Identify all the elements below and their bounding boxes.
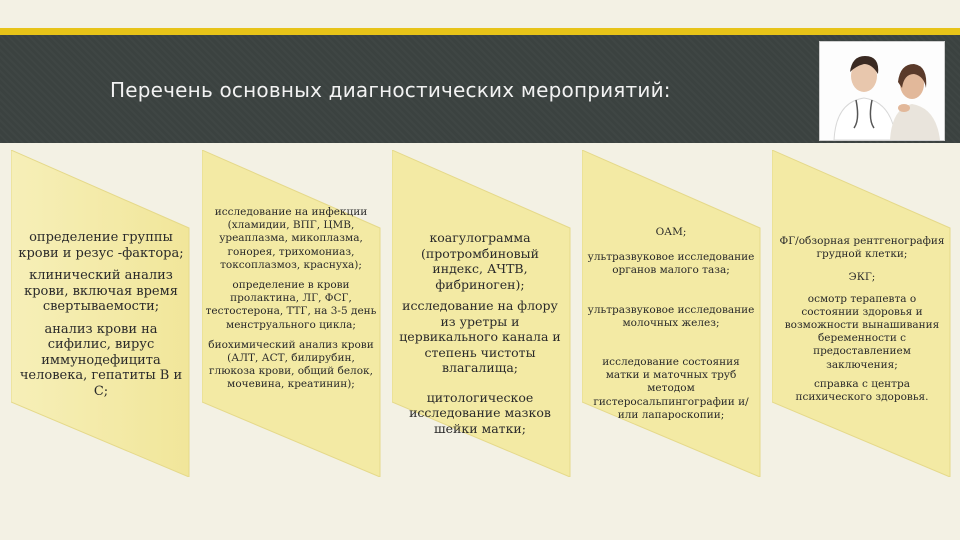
column-1-item: клинический анализ крови, включая время свертываемости; [24, 268, 178, 314]
column-3-item: исследование на флору из уретры и цервикального канала и степень чистоты влагалища; [399, 298, 561, 375]
column-2-text [204, 206, 378, 392]
doctors-photo [819, 41, 945, 141]
slide-header [0, 35, 960, 143]
column-1-item: определение группы крови и резус -фактора; [18, 230, 184, 261]
column-5-item: ЭКГ; [848, 271, 876, 284]
column-3-item: коагулограмма (протромбиновый индекс, АЧТВ, фибриноген); [421, 230, 539, 292]
column-4-item: ОАМ; [655, 226, 687, 238]
column-2-item: определение в крови пролактина, ЛГ, ФСГ, тестостерона, ТТГ, на 3-5 день менструального цикла; [205, 279, 377, 331]
column-1-text [18, 230, 184, 399]
column-4-item: ультразвуковое исследование органов малого таза; [587, 251, 755, 277]
column-2-item: биохимический анализ крови (АЛТ, АСТ, билирубин, глюкоза крови, общий белок, мочевина, креатинин); [208, 338, 374, 391]
column-3-text [396, 230, 564, 436]
column-4-item: исследование состояния матки и маточных труб методом гистеросальпингографии и/или лапароскопии; [593, 356, 749, 421]
accent-stripe [0, 28, 960, 35]
column-2-item: исследование на инфекции (хламидии, ВПГ, ЦМВ, уреаплазма, микоплазма, гонорея, трихомониаз, токсоплазмоз, краснуха); [214, 206, 368, 271]
column-1-item: анализ крови на сифилис, вирус иммунодефицита человека, гепатиты В и С; [19, 321, 183, 399]
column-4-text [586, 226, 756, 422]
column-5-text [778, 235, 946, 404]
column-4-item: ультразвуковое исследование молочных желез; [587, 303, 755, 329]
column-5-item: справка с центра психического здоровья. [795, 377, 929, 404]
column-5-item: ФГ/обзорная рентгенография грудной клетки; [779, 235, 945, 261]
top-strip [0, 0, 960, 28]
column-3-item: цитологическое исследование мазков шейки матки; [409, 389, 551, 436]
column-5-item: осмотр терапевта о состоянии здоровья и возможности вынашивания беременности с предоставлением заключения; [784, 292, 940, 371]
slide-title: Перечень основных диагностических мероприятий: [110, 78, 671, 102]
